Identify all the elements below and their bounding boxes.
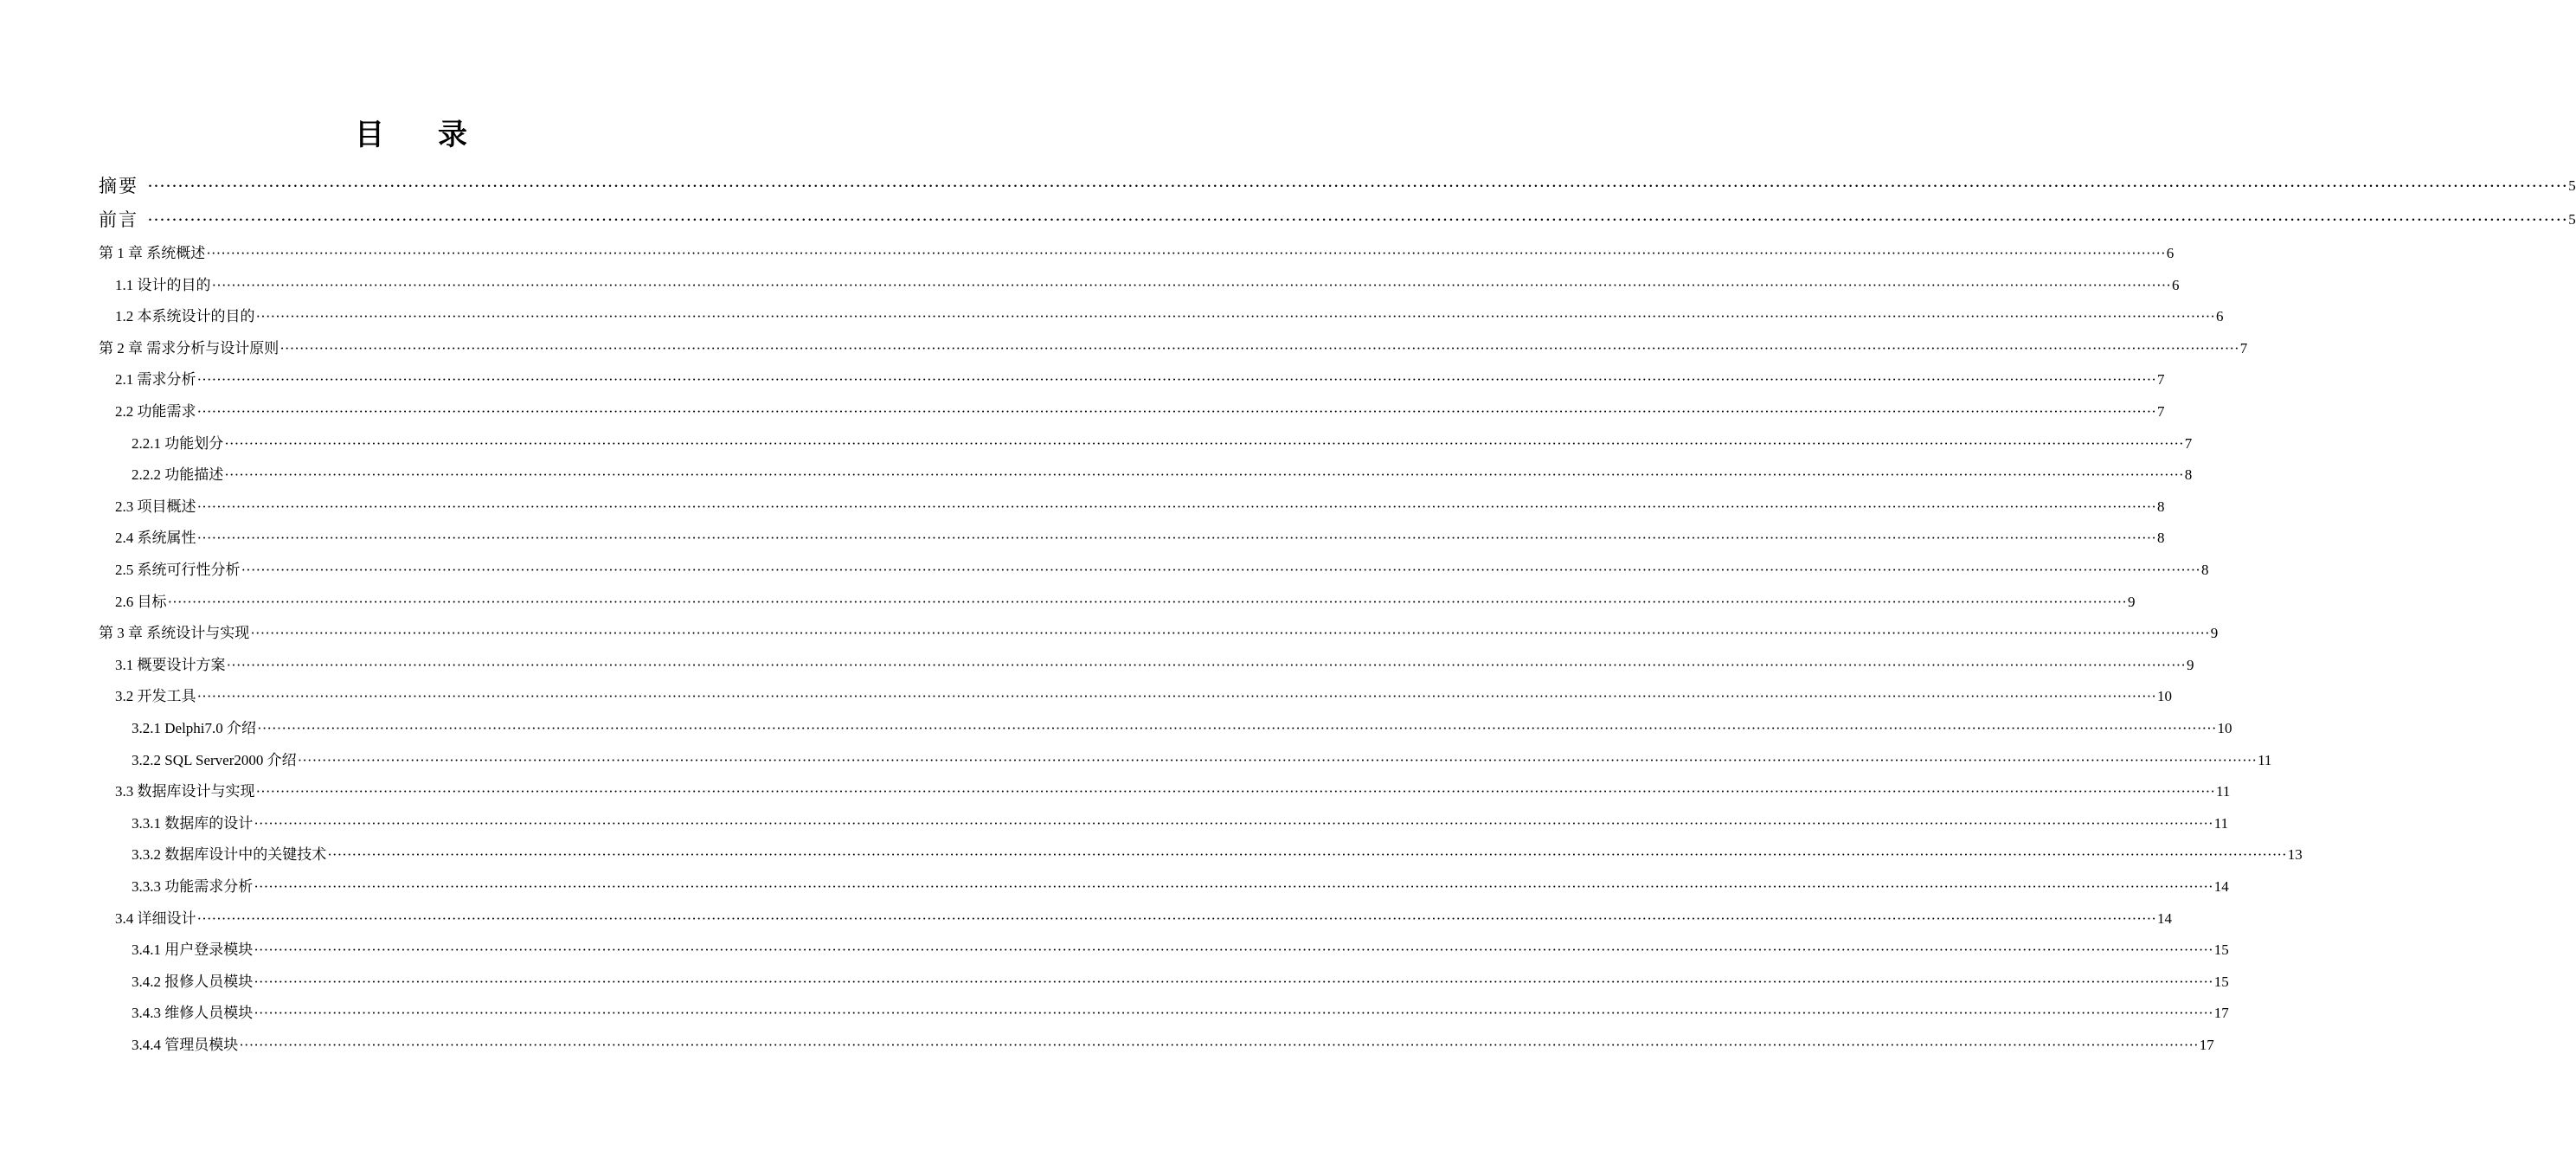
toc-entry-label: 3.2.2 SQL Server2000 介绍 <box>132 751 297 768</box>
toc-entry-page-number: 7 <box>2184 434 2193 452</box>
toc-entry[interactable] <box>99 232 2175 263</box>
toc-entry-page-number: 8 <box>2200 562 2209 578</box>
toc-entry-label: 3.4.3 维修人员模块 <box>132 1005 254 1022</box>
toc-dot-leader: ················································································································································································································································································································································································································ <box>241 562 2200 578</box>
toc-dot-leader: ················································································································································································································································································································································································································ <box>254 973 2213 990</box>
toc-dot-leader: ················································································································································································································································································································································································································ <box>226 656 2186 673</box>
toc-entry[interactable] <box>115 295 2224 326</box>
toc-dot-leader: ················································································································································································································································································································································································································ <box>211 276 2171 293</box>
toc-entry-label: 3.3 数据库设计与实现 <box>115 783 255 800</box>
toc-entry[interactable] <box>132 865 2229 896</box>
toc-entry[interactable] <box>99 612 2219 643</box>
toc-dot-leader: ················································································································································································································································································································································································································ <box>196 909 2156 927</box>
toc-entry-page-number: 5 <box>2568 211 2576 228</box>
toc-dot-leader: ················································································································································································································································································································································································································ <box>254 1005 2213 1022</box>
toc-entry[interactable] <box>99 198 2576 230</box>
toc-entry[interactable] <box>115 390 2165 421</box>
toc-entry[interactable] <box>115 517 2165 548</box>
toc-entry-label: 2.3 项目概述 <box>115 498 196 515</box>
toc-entry-label: 3.2 开发工具 <box>115 688 196 705</box>
toc-entry-page-number: 11 <box>2258 751 2272 768</box>
toc-entry-label: 2.2.1 功能划分 <box>132 434 224 452</box>
toc-dot-leader: ················································································································································································································································································································································································································ <box>254 814 2213 832</box>
toc-entry-label: 前言 <box>99 209 138 230</box>
toc-entry-label: 摘要 <box>99 176 138 196</box>
toc-entry-label: 2.6 目标 <box>115 593 167 610</box>
toc-entry-page-number: 11 <box>2215 783 2231 800</box>
toc-entry-page-number: 9 <box>2186 656 2194 673</box>
toc-dot-leader: ················································································································································································································································································································································································································ <box>224 434 2184 452</box>
toc-dot-leader: ················································································································································································································································································································································································································ <box>206 245 2166 261</box>
toc-entry-page-number: 14 <box>2156 909 2172 927</box>
toc-dot-leader: ················································································································································································································································································································································································································ <box>297 751 2258 768</box>
toc-entry-page-number: 15 <box>2213 973 2229 990</box>
toc-entry-page-number: 6 <box>2166 245 2175 261</box>
toc-entry-page-number: 14 <box>2213 878 2229 895</box>
toc-entry-page-number: 7 <box>2156 371 2165 389</box>
toc-entry-label: 3.4.4 管理员模块 <box>132 1037 239 1053</box>
toc-entry-label: 3.3.3 功能需求分析 <box>132 878 254 895</box>
toc-entry-label: 3.4 详细设计 <box>115 909 196 927</box>
toc-dot-leader: ················································································································································································································································································································································································································ <box>279 339 2239 357</box>
toc-dot-leader: ················································································································································································································································································································································································································ <box>196 688 2156 705</box>
toc-dot-leader: ················································································································································································································································································································································································································ <box>254 878 2213 895</box>
toc-entry[interactable] <box>132 453 2193 485</box>
toc-entry-page-number: 13 <box>2287 846 2303 864</box>
toc-entry-page-number: 8 <box>2156 530 2165 547</box>
toc-entry-label: 2.5 系统可行性分析 <box>115 562 241 578</box>
toc-entry-page-number: 5 <box>2568 177 2576 194</box>
toc-entry[interactable] <box>115 581 2136 612</box>
toc-entry[interactable] <box>99 164 2576 196</box>
toc-entry-page-number: 8 <box>2156 498 2165 515</box>
toc-entry[interactable] <box>115 675 2172 706</box>
toc-dot-leader: ················································································································································································································································································································································································································ <box>254 941 2213 959</box>
toc-entry-page-number: 11 <box>2213 814 2229 832</box>
toc-entry-page-number: 17 <box>2213 1005 2229 1022</box>
toc-entry-label: 第 3 章 系统设计与实现 <box>99 625 250 642</box>
toc-dot-leader: ················································································································································································································································································································································································································ <box>255 783 2215 800</box>
toc-entry[interactable] <box>132 1024 2214 1055</box>
toc-dot-leader: ················································································································································································································································································································································································································ <box>196 403 2156 420</box>
toc-entry[interactable] <box>115 485 2165 517</box>
toc-dot-leader: ················································································································································································································································································································································································································ <box>239 1037 2199 1053</box>
toc-dot-leader: ················································································································································································································································································································································································································ <box>255 308 2215 325</box>
toc-entry[interactable] <box>115 358 2165 389</box>
toc-entry-page-number: 7 <box>2156 403 2165 420</box>
toc-dot-leader: ················································································································································································································································································································································································································ <box>224 466 2184 484</box>
toc-entry-label: 2.2.2 功能描述 <box>132 466 224 484</box>
toc-dot-leader: ················································································································································································································································································································································································································ <box>167 593 2127 610</box>
toc-entry-page-number: 8 <box>2184 466 2193 484</box>
toc-dot-leader: ················································································································································································································································································································································································································ <box>147 209 2568 230</box>
toc-entry-page-number: 15 <box>2213 941 2229 959</box>
toc-entry-label: 第 1 章 系统概述 <box>99 245 206 261</box>
toc-dot-leader: ················································································································································································································································································································································································································ <box>257 720 2217 736</box>
toc-entry-label: 3.4.1 用户登录模块 <box>132 941 254 959</box>
toc-title-char-1: 目 <box>355 118 384 152</box>
toc-entry[interactable] <box>115 644 2194 675</box>
toc-entry-page-number: 9 <box>2210 625 2219 642</box>
toc-entry-page-number: 17 <box>2199 1037 2214 1053</box>
toc-entry-page-number: 9 <box>2127 593 2136 610</box>
toc-entry-page-number: 10 <box>2217 720 2232 736</box>
toc-entry[interactable] <box>132 422 2193 453</box>
toc-entry[interactable] <box>99 327 2248 358</box>
toc-entry[interactable] <box>132 739 2272 770</box>
toc-entry[interactable] <box>132 802 2229 833</box>
toc-title <box>0 111 822 153</box>
toc-entry-page-number: 7 <box>2239 339 2248 357</box>
toc-entry[interactable] <box>132 928 2229 960</box>
toc-entry[interactable] <box>115 897 2172 928</box>
toc-dot-leader: ················································································································································································································································································································································································································ <box>250 625 2210 642</box>
toc-entry-label: 1.1 设计的目的 <box>115 276 211 293</box>
toc-entry[interactable] <box>132 833 2303 864</box>
toc-dot-leader: ················································································································································································································································································································································································································ <box>196 498 2156 515</box>
toc-dot-leader: ················································································································································································································································································································································································································ <box>327 846 2287 864</box>
toc-entry-label: 3.1 概要设计方案 <box>115 656 226 673</box>
toc-dot-leader: ················································································································································································································································································································································································································ <box>196 371 2156 389</box>
toc-entry-page-number: 6 <box>2171 276 2180 293</box>
toc-dot-leader: ················································································································································································································································································································································································································ <box>147 176 2568 196</box>
toc-entry-page-number: 10 <box>2156 688 2172 705</box>
toc-entry-label: 2.1 需求分析 <box>115 371 196 389</box>
toc-entry[interactable] <box>132 707 2232 738</box>
toc-entry-label: 2.4 系统属性 <box>115 530 196 547</box>
toc-entry[interactable] <box>132 992 2229 1023</box>
toc-entry-page-number: 6 <box>2215 308 2224 325</box>
toc-entry[interactable] <box>115 770 2231 801</box>
toc-entry-label: 3.4.2 报修人员模块 <box>132 973 254 990</box>
toc-entry-label: 2.2 功能需求 <box>115 403 196 420</box>
toc-entry-label: 3.2.1 Delphi7.0 介绍 <box>132 720 257 736</box>
toc-title-char-2: 录 <box>438 118 467 152</box>
toc-entry-label: 第 2 章 需求分析与设计原则 <box>99 339 279 357</box>
toc-entry[interactable] <box>115 264 2180 295</box>
toc-entry[interactable] <box>115 549 2209 580</box>
toc-entry-label: 3.3.2 数据库设计中的关键技术 <box>132 846 327 864</box>
toc-entry-label: 3.3.1 数据库的设计 <box>132 814 254 832</box>
toc-dot-leader: ················································································································································································································································································································································································································ <box>196 530 2156 547</box>
toc-entry-label: 1.2 本系统设计的目的 <box>115 308 255 325</box>
toc-entry[interactable] <box>132 961 2229 992</box>
